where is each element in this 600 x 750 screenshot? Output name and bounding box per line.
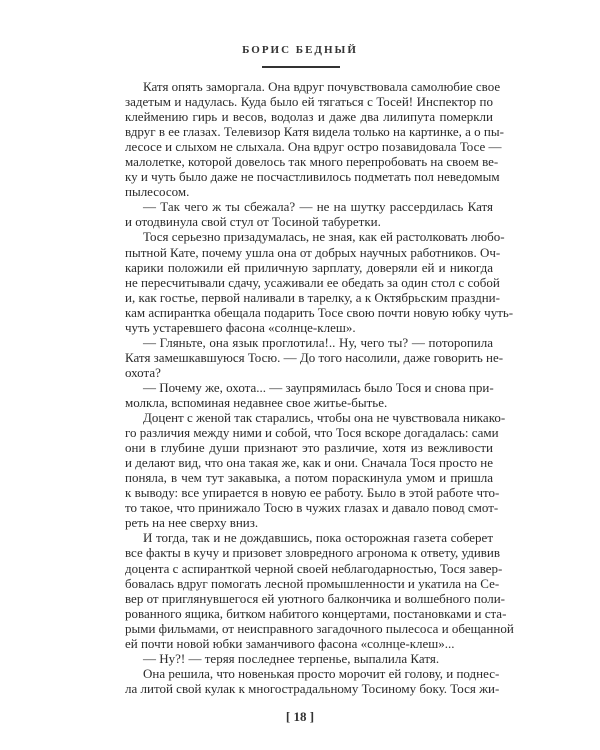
paragraph [125, 380, 493, 410]
text-line: и отодвинула свой стул от Тосиной табуретки. [125, 214, 381, 230]
text-line: ей почти новой юбки заманчивого фасона «солнце-клеш»... [125, 635, 455, 651]
text-line: бовалась вдруг помогать лесной промышленности и укатила на Се- [125, 575, 500, 591]
text-line: Катя замешкавшуюся Тосю. — До того насолили, даже говорить не- [125, 349, 504, 365]
text-line: и делают вид, что она такая же, как и они. Сначала Тося просто не [125, 455, 493, 471]
running-header-author: БОРИС БЕДНЫЙ [242, 44, 358, 56]
text-line: вдруг в ее глазах. Телевизор Катя видела только на картинке, а о пы- [125, 124, 504, 140]
text-line: ла литой свой кулак к многострадальному Тосиному боку. Тося жи- [125, 680, 500, 696]
paragraph [125, 199, 493, 229]
text-line: вер от приглянувшегося ей уютного балкончика и волшебного поли- [125, 590, 505, 606]
header-rule [262, 66, 340, 68]
paragraph [125, 530, 514, 651]
paragraph [125, 229, 514, 335]
text-line: малолетке, которой довелось так много перепробовать на своем ве- [125, 154, 499, 170]
text-line: Тося серьезно призадумалась, не зная, как ей растолковать любо- [143, 229, 505, 245]
text-line: чуть устаревшего фасона «солнце-клеш». [125, 319, 356, 335]
paragraph [125, 334, 504, 380]
text-line: — Гляньте, она язык проглотила!.. Ну, чего ты? — поторопила [143, 334, 493, 350]
text-line: поняла, в чем тут закавыка, а потом пораскинула умом и пришла [125, 470, 493, 486]
text-line: И тогда, так и не дождавшись, пока осторожная газета соберет [143, 530, 493, 546]
text-line: к выводу: все упирается в новую ее работу. Было в этой работе что- [125, 485, 500, 501]
text-line: Катя опять заморгала. Она вдруг почувствовала самолюбие свое [143, 79, 501, 94]
text-line: го различия между ними и собой, что Тося вскоре догадалась: сами [125, 425, 499, 441]
text-line: кам аспирантка обещала подарить Тосе свою почти новую юбку чуть- [125, 304, 514, 320]
text-line: реть на нее сверху вниз. [125, 515, 259, 531]
text-line: пытной Кате, почему ушла она от добрых научных работников. Оч- [125, 244, 501, 260]
text-line: доцента с аспиранткой черной своей неблагодарностью, Тося завер- [125, 560, 503, 576]
text-line: — Ну?! — теряя последнее терпенье, выпалила Катя. [143, 650, 440, 666]
text-line: ку и чуть было даже не посчастливилось подметать пол неведомым [125, 169, 500, 185]
text-line: все факты в кучу и призовет зловредного агронома к ответу, удивив [125, 545, 501, 561]
body-text [125, 79, 514, 696]
text-line: — Так чего ж ты сбежала? — не на шутку рассердилась Катя [143, 199, 493, 215]
text-line: Она решила, что новенькая просто морочит ей голову, и поднес- [143, 665, 500, 681]
text-line: лесосе и слыхом не слыхала. Она вдруг остро позавидовала Тосе — [125, 139, 502, 155]
text-line: рованного ящика, битком набитого концертами, постановками и ста- [125, 605, 507, 621]
paragraph [125, 651, 493, 666]
paragraph [125, 665, 500, 696]
text-line: карики положили ей приличную зарплату, доверяли ей и никогда [125, 259, 493, 275]
text-line: они в глубине души признают это различие, хотя из вежливости [125, 440, 493, 456]
text-line: охота? [125, 364, 161, 380]
text-line: молкла, вспоминая недавнее свое житье-бытье. [125, 394, 388, 410]
text-line: — Почему же, охота... — заупрямилась было Тося и снова при- [143, 379, 494, 395]
text-line: Доцент с женой так старались, чтобы она не чувствовала никако- [143, 410, 506, 426]
text-line: пылесосом. [125, 184, 190, 200]
page-number: [ 18 ] [285, 709, 315, 724]
text-line: не пересчитывали сдачу, усаживали ее обедать за один стол с собой [125, 274, 500, 290]
text-line: задетым и надулась. Куда было ей тягаться с Тосей! Инспектор по [125, 94, 493, 110]
text-line: рыми фильмами, от неисправного загадочного пылесоса и обещанной [125, 620, 514, 636]
text-line: и, как гостье, первой наливали в тарелку, а к Октябрьским праздни- [125, 289, 500, 305]
text-line: клеймению гирь и весов, водолаз и даже два лилипута померкли [125, 109, 493, 125]
paragraph [125, 79, 504, 200]
text-line: то такое, что принижало Тосю в чужих глазах и давало повод смот- [125, 500, 499, 516]
paragraph [125, 410, 506, 531]
